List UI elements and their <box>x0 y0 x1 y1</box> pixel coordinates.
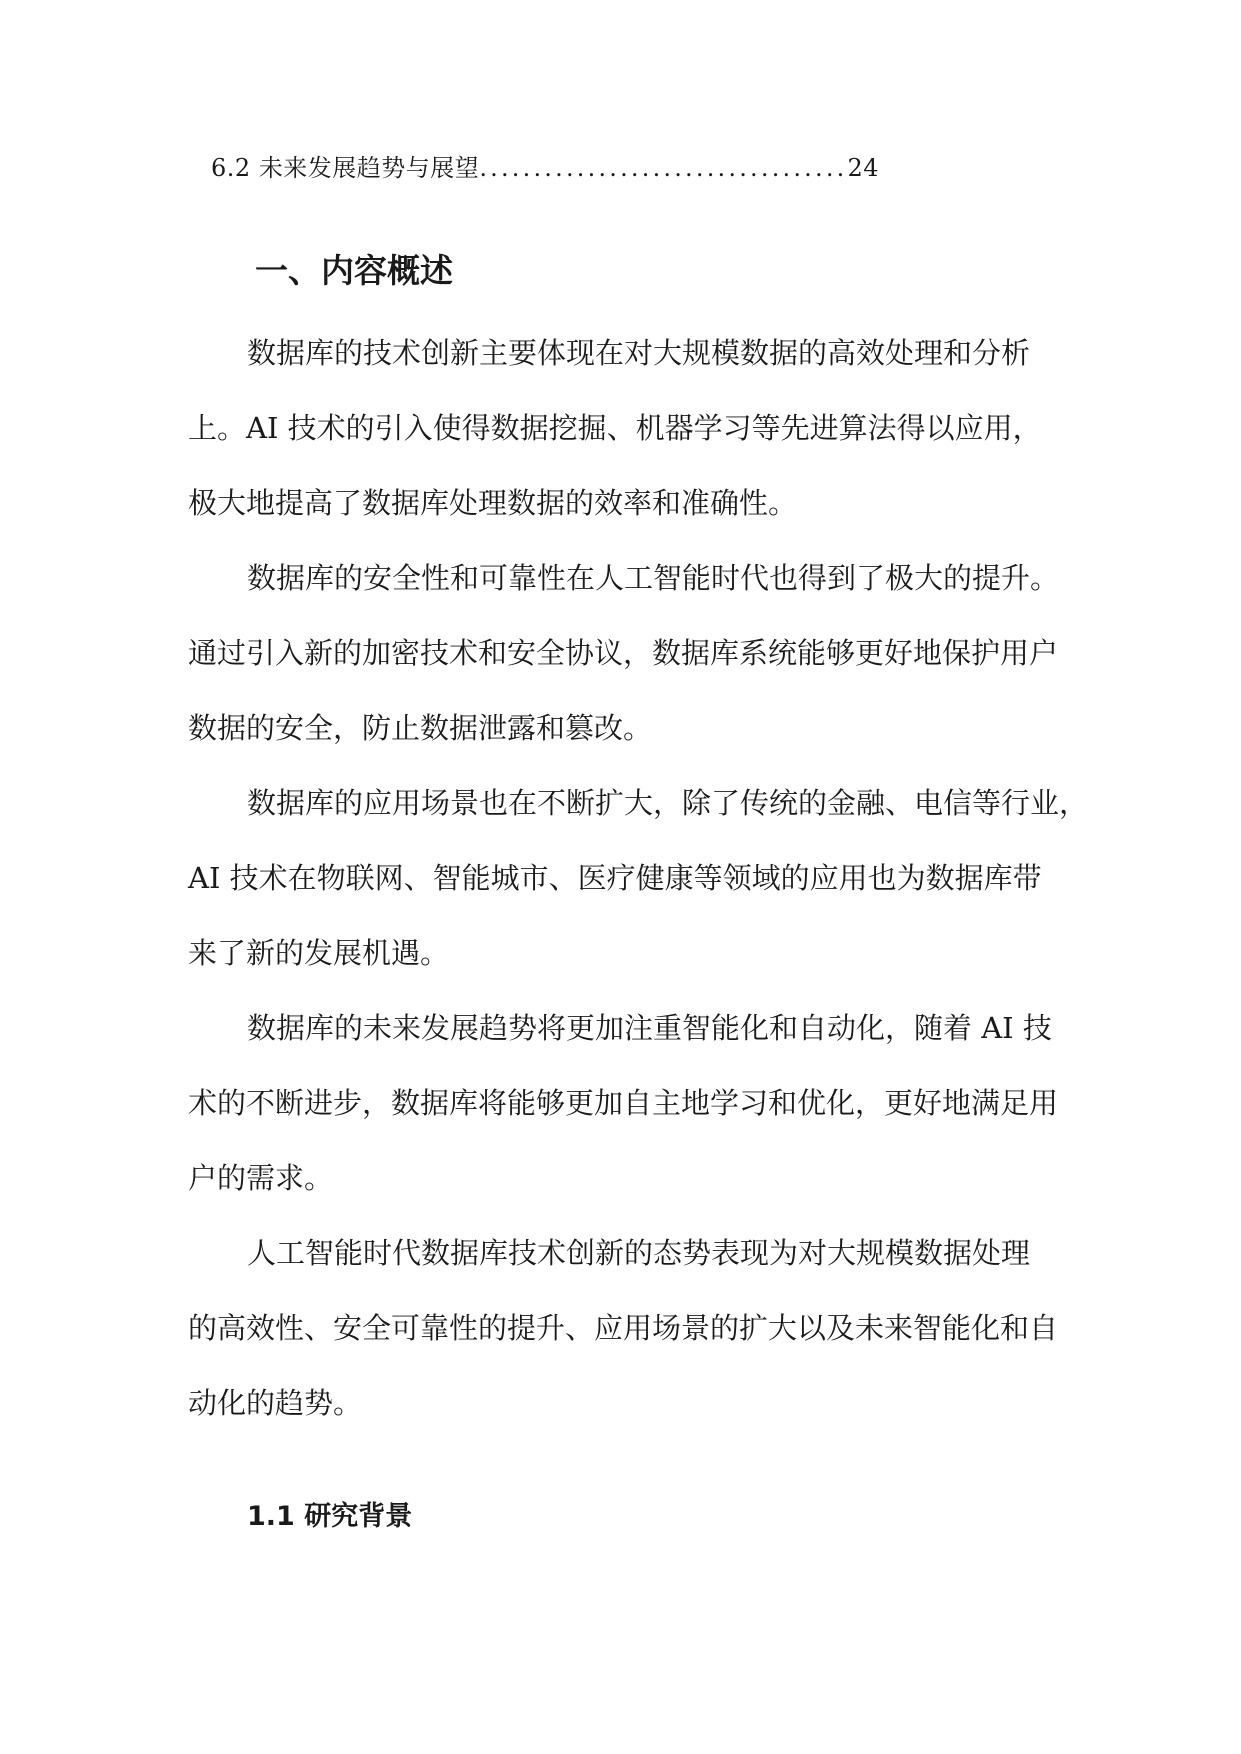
paragraph-line: 数据库的应用场景也在不断扩大，除了传统的金融、电信等行业， <box>247 786 1089 820</box>
paragraph-line: 动化的趋势。 <box>188 1386 363 1420</box>
subsection-title: 研究背景 <box>304 1501 413 1532</box>
paragraph-line: 极大地提高了数据库处理数据的效率和准确性。 <box>188 486 798 520</box>
toc-entry-number: 6.2 <box>211 154 251 182</box>
paragraph-line: 数据库的安全性和可靠性在人工智能时代也得到了极大的提升。 <box>247 561 1060 595</box>
paragraph-line: AI 技术在物联网、智能城市、医疗健康等领域的应用也为数据库带 <box>188 861 1042 895</box>
toc-entry-page: 24 <box>847 154 880 182</box>
paragraph-line: 户的需求。 <box>188 1161 334 1195</box>
paragraph-line: 术的不断进步，数据库将能够更加自主地学习和优化，更好地满足用 <box>188 1086 1059 1120</box>
paragraph-line: 来了新的发展机遇。 <box>188 936 450 970</box>
section-heading: 一、内容概述 <box>255 251 453 290</box>
toc-entry[interactable] <box>211 148 879 188</box>
toc-leader-dots: .................................. <box>479 154 848 182</box>
paragraph-line: 数据库的技术创新主要体现在对大规模数据的高效处理和分析 <box>247 336 1031 370</box>
paragraph-line: 数据的安全，防止数据泄露和篡改。 <box>188 711 653 745</box>
paragraph-line: 人工智能时代数据库技术创新的态势表现为对大规模数据处理 <box>247 1236 1031 1270</box>
paragraph-line: 上。AI 技术的引入使得数据挖掘、机器学习等先进算法得以应用， <box>188 411 1042 445</box>
toc-entry-title: 未来发展趋势与展望 <box>258 154 480 182</box>
paragraph-line: 数据库的未来发展趋势将更加注重智能化和自动化，随着 AI 技 <box>247 1011 1052 1045</box>
paragraph-line: 通过引入新的加密技术和安全协议，数据库系统能够更好地保护用户 <box>188 636 1059 670</box>
subsection-heading <box>247 1497 412 1537</box>
paragraph-line: 的高效性、安全可靠性的提升、应用场景的扩大以及未来智能化和自 <box>188 1311 1059 1345</box>
subsection-number: 1.1 <box>247 1501 295 1532</box>
